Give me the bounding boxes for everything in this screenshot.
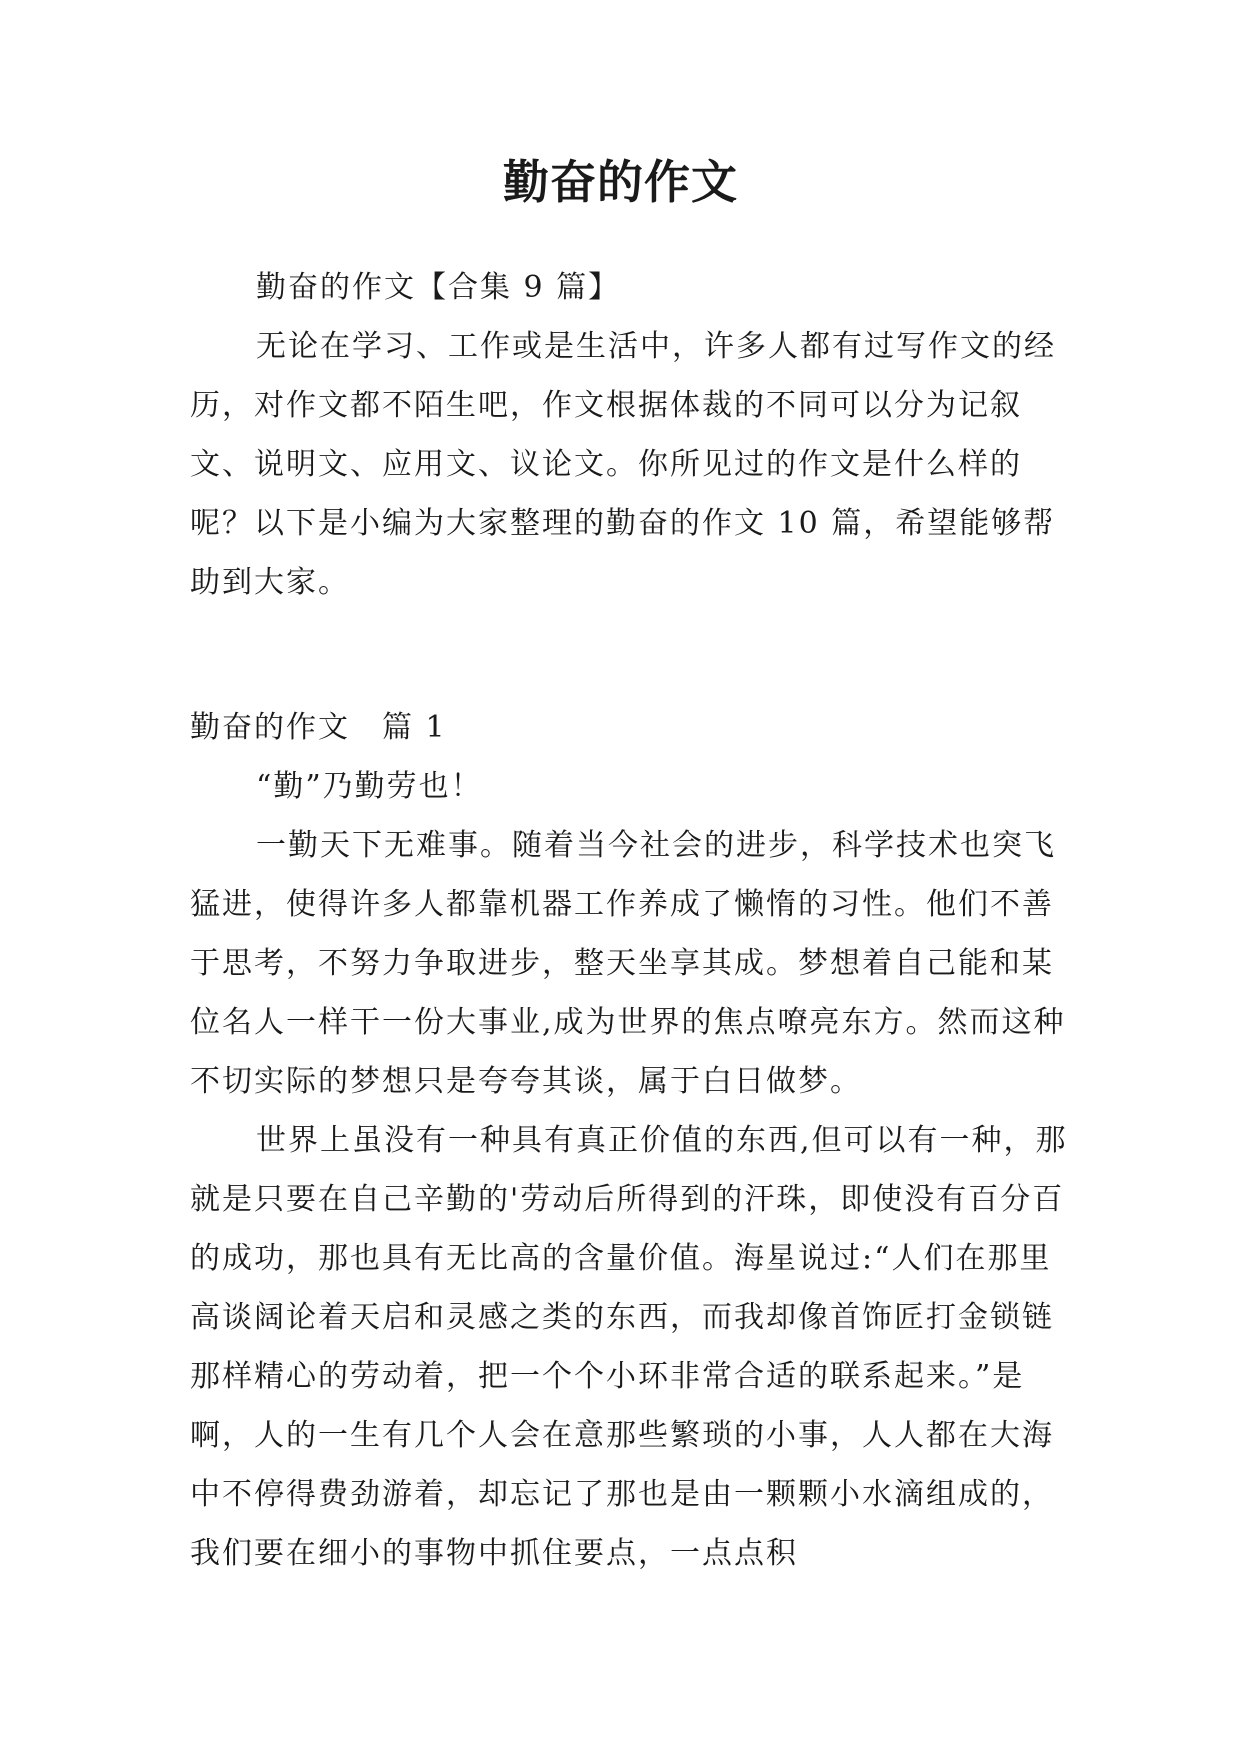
section-heading: 勤奋的作文 篇 1 (190, 710, 447, 745)
section-1 (190, 698, 1070, 1583)
document-subtitle: 勤奋的作文【合集 9 篇】 (256, 270, 621, 305)
document-title: 勤奋的作文 (503, 155, 738, 209)
paragraph: “勤”乃勤劳也！ (256, 769, 483, 804)
intro-paragraph: 无论在学习、工作或是生活中，许多人都有过写作文的经历，对作文都不陌生吧，作文根据体裁的不同可以分为记叙文、说明文、应用文、议论文。你所见过的作文是什么样的呢？以下是小编为大家整理的勤奋的作文 10 篇，希望能够帮助到大家。 (190, 329, 1056, 600)
intro-block (190, 258, 1070, 612)
paragraph: 一勤天下无难事。随着当今社会的进步，科学技术也突飞猛进，使得许多人都靠机器工作养成了懒惰的习性。他们不善于思考，不努力争取进步，整天坐享其成。梦想着自己能和某位名人一样干一份大事业,成为世界的焦点嘹亮东方。然而这种不切实际的梦想只是夸夸其谈，属于白日做梦。 (190, 828, 1066, 1099)
paragraph: 世界上虽没有一种具有真正价值的东西,但可以有一种，那就是只要在自己辛勤的'劳动后所得到的汗珠，即使没有百分百的成功，那也具有无比高的含量价值。海星说过:“人们在那里高谈阔论着天启和灵感之类的东西，而我却像首饰匠打金锁链那样精心的劳动着，把一个个小环非常合适的联系起来。”是啊，人的一生有几个人会在意那些繁琐的小事，人人都在大海中不停得费劲游着，却忘记了那也是由一颗颗小水滴组成的，我们要在细小的事物中抓住要点，一点点积 (190, 1123, 1068, 1571)
